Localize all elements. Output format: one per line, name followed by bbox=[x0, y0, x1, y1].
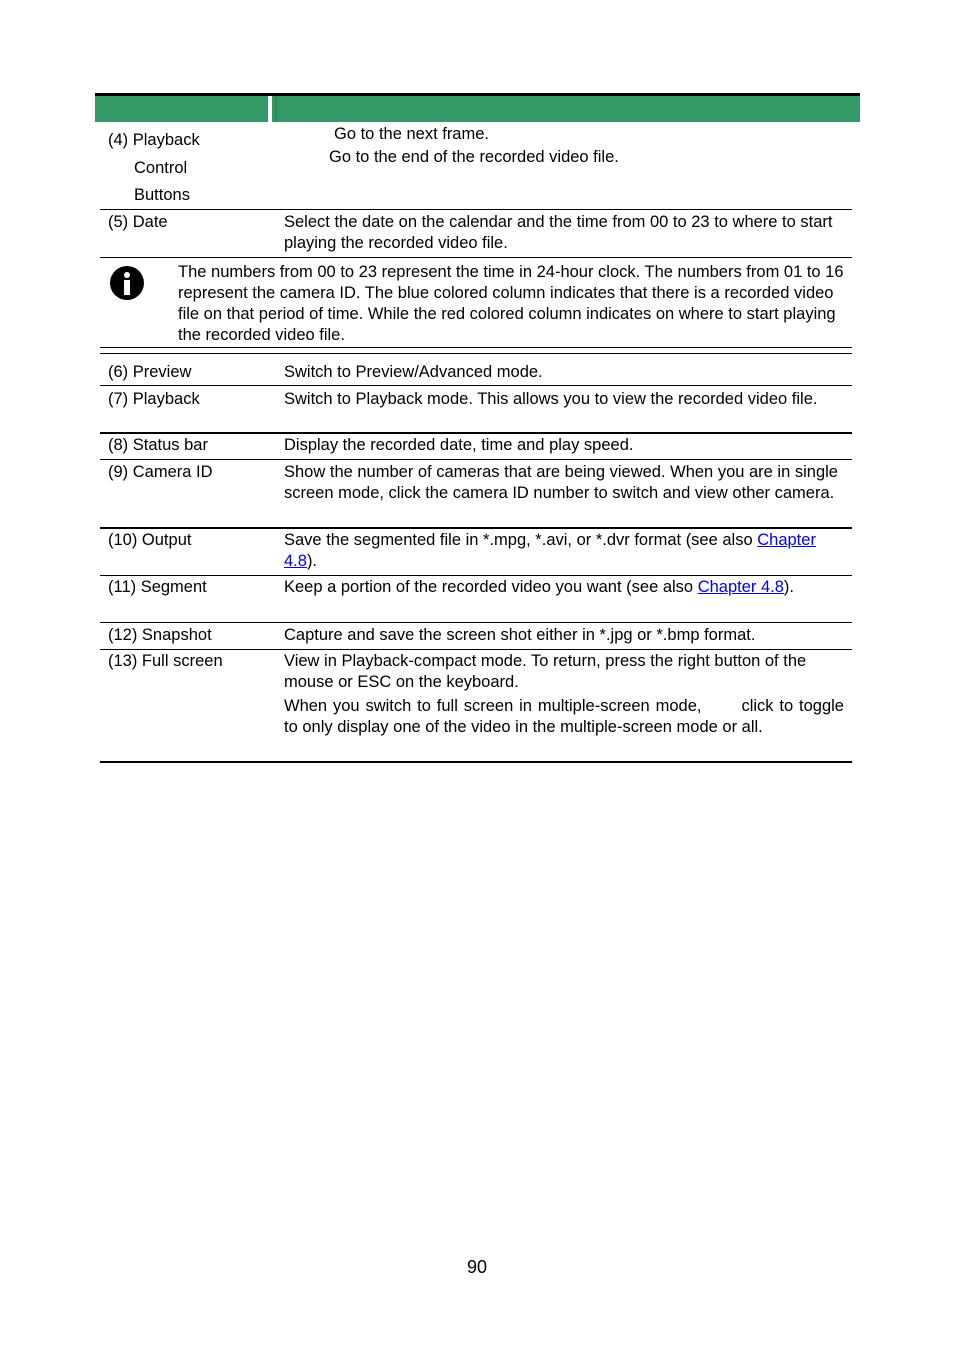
table-row-playback bbox=[100, 387, 852, 433]
next-frame-description: Go to the next frame. bbox=[334, 125, 489, 143]
table-row-status-bar bbox=[100, 434, 852, 460]
table-row-date bbox=[100, 211, 852, 256]
description-text: ). bbox=[783, 578, 795, 596]
row-label bbox=[108, 130, 200, 206]
row-label: (13) Full screen bbox=[108, 652, 223, 670]
note-text: The numbers from 00 to 23 represent the time in 24-hour clock. The numbers from 01 to 16 represent the camera ID. The blue colored column indicates that there is a recorded video file on that period of time. While the red colored column indicates on where to start playing the recorded video file. bbox=[178, 263, 844, 344]
note-divider bbox=[100, 347, 852, 348]
row-description-continued bbox=[284, 696, 844, 738]
row-description: Show the number of cameras that are being viewed. When you are in single screen mode, click the camera ID number to switch and view other camera. bbox=[284, 463, 838, 502]
row-label: (12) Snapshot bbox=[108, 626, 212, 644]
row-description: Switch to Preview/Advanced mode. bbox=[284, 363, 543, 381]
row-description bbox=[284, 530, 844, 572]
row-label: (5) Date bbox=[108, 213, 168, 231]
row-label: (6) Preview bbox=[108, 363, 192, 381]
row-divider bbox=[100, 257, 852, 258]
row-label: (8) Status bar bbox=[108, 436, 208, 454]
table-row-preview bbox=[100, 360, 852, 386]
label-line: Buttons bbox=[134, 186, 190, 204]
row-description: View in Playback-compact mode. To return, press the right button of the mouse or ESC on the keyboard. bbox=[284, 652, 807, 691]
end-of-file-description: Go to the end of the recorded video file. bbox=[329, 148, 619, 166]
header-divider-shadow bbox=[275, 96, 277, 122]
label-line: (4) Playback bbox=[108, 131, 200, 149]
row-divider bbox=[100, 459, 852, 460]
description-text: ). bbox=[306, 552, 318, 570]
chapter-link[interactable]: Chapter 4.8 bbox=[697, 578, 784, 596]
table-row-full-screen bbox=[100, 650, 852, 762]
row-divider bbox=[100, 209, 852, 210]
note-divider-double bbox=[100, 353, 852, 354]
label-line: Control bbox=[134, 159, 188, 177]
row-description: Display the recorded date, time and play speed. bbox=[284, 436, 634, 454]
row-description: Select the date on the calendar and the time from 00 to 23 to where to start playing the recorded video file. bbox=[284, 213, 833, 252]
table-header-bar bbox=[95, 93, 860, 122]
row-description bbox=[284, 577, 844, 598]
row-description: Capture and save the screen shot either in *.jpg or *.bmp format. bbox=[284, 626, 756, 644]
description-text: click to toggle to only display one of the video in the multiple-screen mode or all. bbox=[284, 697, 844, 736]
page-number: 90 bbox=[466, 1257, 488, 1277]
row-divider bbox=[100, 385, 852, 386]
row-label: (7) Playback bbox=[108, 390, 200, 408]
chapter-link[interactable]: Chapter 4.8 bbox=[284, 531, 816, 570]
info-icon-stem bbox=[124, 280, 130, 295]
table-bottom-border bbox=[100, 761, 852, 763]
description-text: When you switch to full screen in multiple-screen mode, bbox=[284, 697, 702, 715]
row-label: (10) Output bbox=[108, 531, 192, 549]
table-row-snapshot bbox=[100, 624, 852, 650]
table-row-camera-id bbox=[100, 461, 852, 528]
table-row-output bbox=[100, 529, 852, 575]
table-row-playback-controls bbox=[100, 126, 852, 210]
header-divider bbox=[268, 96, 272, 122]
info-icon bbox=[110, 266, 144, 300]
row-label: (9) Camera ID bbox=[108, 463, 213, 481]
row-label: (11) Segment bbox=[108, 578, 207, 596]
row-description: Switch to Playback mode. This allows you to view the recorded video file. bbox=[284, 390, 818, 408]
row-divider bbox=[100, 622, 852, 623]
description-text: Save the segmented file in *.mpg, *.avi, or *.dvr format (see also bbox=[284, 531, 758, 549]
info-icon-dot bbox=[124, 272, 130, 278]
description-text: Keep a portion of the recorded video you want (see also bbox=[284, 578, 698, 596]
table-row-segment bbox=[100, 576, 852, 622]
